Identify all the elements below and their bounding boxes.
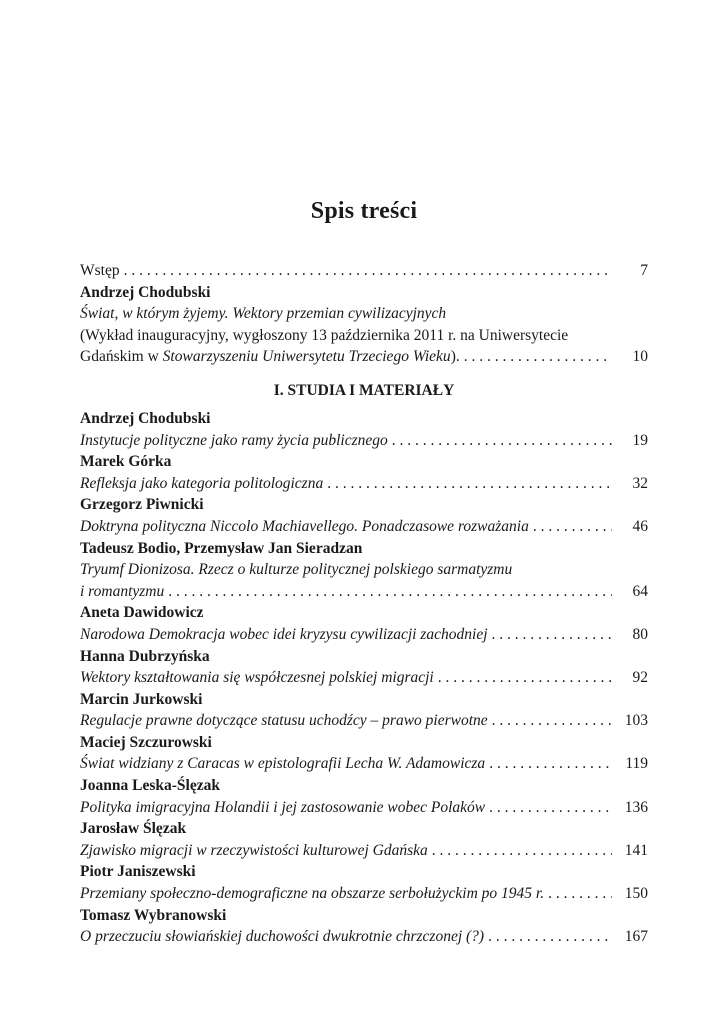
entry-title-row	[80, 710, 648, 732]
dot-leader	[492, 710, 612, 732]
entry-author: Hanna Dubrzyńska	[80, 647, 210, 665]
table-of-contents	[80, 260, 648, 948]
entry-title-row	[80, 473, 648, 495]
page-number: 103	[624, 712, 648, 730]
entry-author: Marcin Jurkowski	[80, 690, 203, 708]
entry-title: Refleksja jako kategoria politologiczna	[80, 474, 324, 492]
entry-title: Świat widziany z Caracas w epistolografii Lecha W. Adamowicza	[80, 755, 486, 773]
page-number: 19	[632, 431, 648, 449]
entry-title: O przeczuciu słowiańskiej duchowości dwukrotnie chrzczonej (?)	[80, 928, 485, 946]
entry-title-line: Tryumf Dionizosa. Rzecz o kulturze politycznej polskiego sarmatyzmu	[80, 561, 513, 579]
entry-title: Przemiany społeczno-demograficzne na obszarze serbołużyckim po 1945 r.	[80, 885, 545, 903]
entry-title-row	[80, 753, 648, 775]
toc-entry[interactable]	[80, 732, 648, 775]
entry-title-row	[80, 883, 648, 905]
page-number: 92	[632, 669, 648, 687]
entry-note-text: Gdańskim w Stowarzyszeniu Uniwersytetu Trzeciego Wieku).	[80, 348, 460, 366]
entry-title-row	[80, 797, 648, 819]
entry-author: Piotr Janiszewski	[80, 863, 196, 881]
entry-author: Grzegorz Piwnicki	[80, 496, 204, 514]
entry-author: Joanna Leska-Ślęzak	[80, 777, 220, 795]
entry-title: Instytucje polityczne jako ramy życia publicznego	[80, 431, 388, 449]
entry-note-last-line	[80, 346, 648, 368]
dot-leader	[492, 624, 612, 646]
dot-leader	[432, 840, 612, 862]
dot-leader	[464, 346, 612, 368]
page-title: Spis treści	[310, 198, 418, 224]
entry-author: Andrzej Chodubski	[80, 283, 211, 301]
page-number: 7	[640, 262, 648, 279]
dot-leader	[533, 516, 612, 538]
entry-author: Maciej Szczurowski	[80, 733, 212, 751]
entry-title-row	[80, 516, 648, 538]
entry-note-italic: Stowarzyszeniu Uniwersytetu Trzeciego Wieku	[162, 348, 451, 366]
dot-leader	[168, 581, 612, 603]
toc-entry-lecture[interactable]	[80, 282, 648, 368]
entry-title-row	[80, 667, 648, 689]
dot-leader	[327, 473, 612, 495]
dot-leader	[488, 926, 612, 948]
toc-entry[interactable]	[80, 818, 648, 861]
toc-entry[interactable]	[80, 538, 648, 603]
toc-entry[interactable]	[80, 861, 648, 904]
entry-title-row	[80, 581, 648, 603]
entry-author: Tomasz Wybranowski	[80, 906, 227, 924]
page-number: 32	[632, 474, 648, 492]
entry-author: Marek Górka	[80, 453, 172, 471]
page-number: 167	[624, 928, 648, 946]
entry-title: i romantyzmu	[80, 582, 165, 600]
toc-entry[interactable]	[80, 689, 648, 732]
dot-leader	[548, 883, 612, 905]
entry-title-row	[80, 926, 648, 948]
entry-title-row	[80, 840, 648, 862]
entry-author: Andrzej Chodubski	[80, 409, 211, 427]
toc-entry[interactable]	[80, 494, 648, 537]
page-number: 10	[632, 348, 648, 366]
entry-author: Aneta Dawidowicz	[80, 604, 204, 622]
dot-leader	[124, 260, 612, 282]
entry-title-row	[80, 624, 648, 646]
page-number: 46	[632, 517, 648, 535]
toc-entry-intro[interactable]	[80, 260, 648, 282]
entry-title: Wektory kształtowania się współczesnej polskiej migracji	[80, 669, 434, 687]
toc-entry[interactable]	[80, 451, 648, 494]
entry-title: Świat, w którym żyjemy. Wektory przemian cywilizacyjnych	[80, 305, 447, 323]
section-heading: I. STUDIA I MATERIAŁY	[273, 381, 455, 399]
entry-title: Doktryna polityczna Niccolo Machiavellego. Ponadczasowe rozważania	[80, 517, 529, 535]
toc-entry[interactable]	[80, 602, 648, 645]
toc-entry[interactable]	[80, 905, 648, 948]
entry-author: Jarosław Ślęzak	[80, 820, 187, 838]
entry-title-row	[80, 430, 648, 452]
dot-leader	[489, 797, 612, 819]
page-number: 136	[624, 798, 648, 816]
entry-title: Narodowa Demokracja wobec idei kryzysu cywilizacji zachodniej	[80, 625, 488, 643]
toc-entry[interactable]	[80, 646, 648, 689]
toc-entry[interactable]	[80, 408, 648, 451]
entry-author: Tadeusz Bodio, Przemysław Jan Sieradzan	[80, 539, 363, 557]
page-number: 80	[632, 625, 648, 643]
toc-entries	[80, 408, 648, 948]
entry-title: Polityka imigracyjna Holandii i jej zastosowanie wobec Polaków	[80, 798, 486, 816]
toc-entry[interactable]	[80, 775, 648, 818]
page-number: 119	[625, 755, 648, 773]
page-number: 150	[624, 885, 648, 903]
entry-note: (Wykład inauguracyjny, wygłoszony 13 października 2011 r. na Uniwersytecie	[80, 326, 569, 344]
entry-title: Regulacje prawne dotyczące statusu uchodźcy – prawo pierwotne	[80, 712, 488, 730]
dot-leader	[438, 667, 612, 689]
entry-title: Wstęp	[80, 262, 120, 279]
dot-leader	[489, 753, 612, 775]
dot-leader	[392, 430, 612, 452]
page-number: 141	[624, 841, 648, 859]
entry-title: Zjawisko migracji w rzeczywistości kulturowej Gdańska	[80, 841, 428, 859]
page-number: 64	[632, 582, 648, 600]
